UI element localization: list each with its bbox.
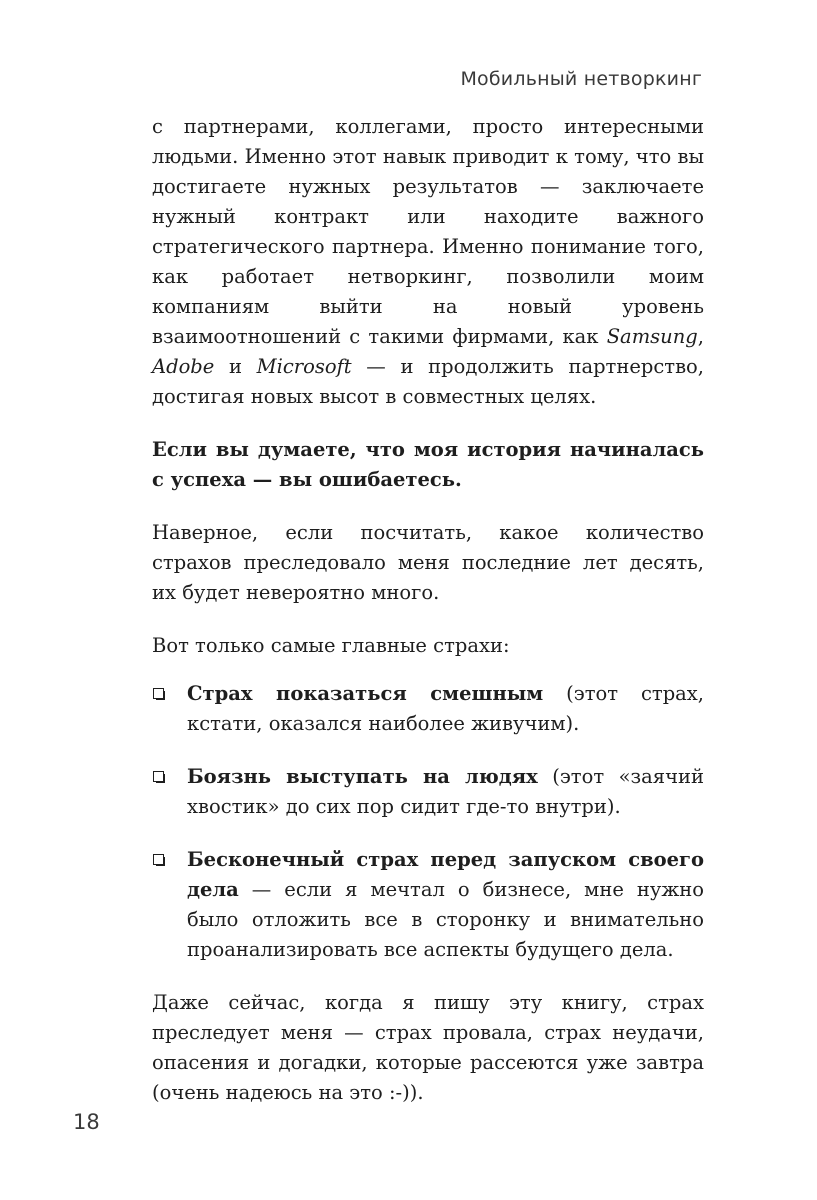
- paragraph-partners: [152, 112, 704, 412]
- brand-adobe: Adobe: [152, 355, 215, 378]
- paragraph-text: с партнерами, коллегами, просто интересными людьми. Именно этот навык приводит к тому, что вы достигаете нужных результатов — заключаете нужный контракт или находите важного стратегического партнера. Именно понимание того, как работает нетворкинг, позволили моим компаниям выйти на новый уровень взаимоотношений с такими фирмами, как: [152, 115, 704, 348]
- page-body: [152, 112, 704, 1131]
- checkbox-bullet-icon: [153, 771, 164, 782]
- list-item: [152, 679, 704, 739]
- fears-list: [152, 679, 704, 965]
- bold-statement: Если вы думаете, что моя история начиналась с успеха — вы ошибаетесь.: [152, 438, 704, 491]
- paragraph-text: — и продолжить партнерство, достигая новых высот в совместных целях.: [152, 355, 704, 408]
- checkbox-bullet-icon: [153, 688, 164, 699]
- fear-description: (этот «заячий хвостик» до сих пор сидит где-то внутри).: [187, 765, 704, 818]
- brand-microsoft: Microsoft: [256, 355, 352, 378]
- list-item: [152, 845, 704, 965]
- fear-title: Страх показаться смешным: [187, 682, 544, 705]
- fear-description: (этот страх, кстати, оказался наиболее живучим).: [187, 682, 704, 735]
- paragraph-fears-intro: Вот только самые главные страхи:: [152, 634, 510, 657]
- running-title: Мобильный нетворкинг: [460, 68, 702, 90]
- page-number: 18: [73, 1110, 100, 1134]
- paragraph-even-now: Даже сейчас, когда я пишу эту книгу, страх преследует меня — страх провала, страх неудачи, опасения и догадки, которые рассеются уже завтра (очень надеюсь на это :-)).: [152, 991, 704, 1104]
- fear-title: Боязнь выступать на людях: [187, 765, 538, 788]
- separator: ,: [697, 325, 704, 348]
- fear-description: — если я мечтал о бизнесе, мне нужно было отложить все в сторонку и внимательно проанализировать все аспекты будущего дела.: [187, 878, 704, 961]
- checkbox-bullet-icon: [153, 854, 164, 865]
- paragraph-bold-statement: [152, 435, 704, 495]
- brand-samsung: Samsung: [606, 325, 698, 348]
- fear-title: Бесконечный страх перед запуском своего дела: [187, 848, 704, 901]
- list-item: [152, 762, 704, 822]
- paragraph-fears-count: Наверное, если посчитать, какое количество страхов преследовало меня последние лет десять, их будет невероятно много.: [152, 521, 704, 604]
- separator: и: [214, 355, 257, 378]
